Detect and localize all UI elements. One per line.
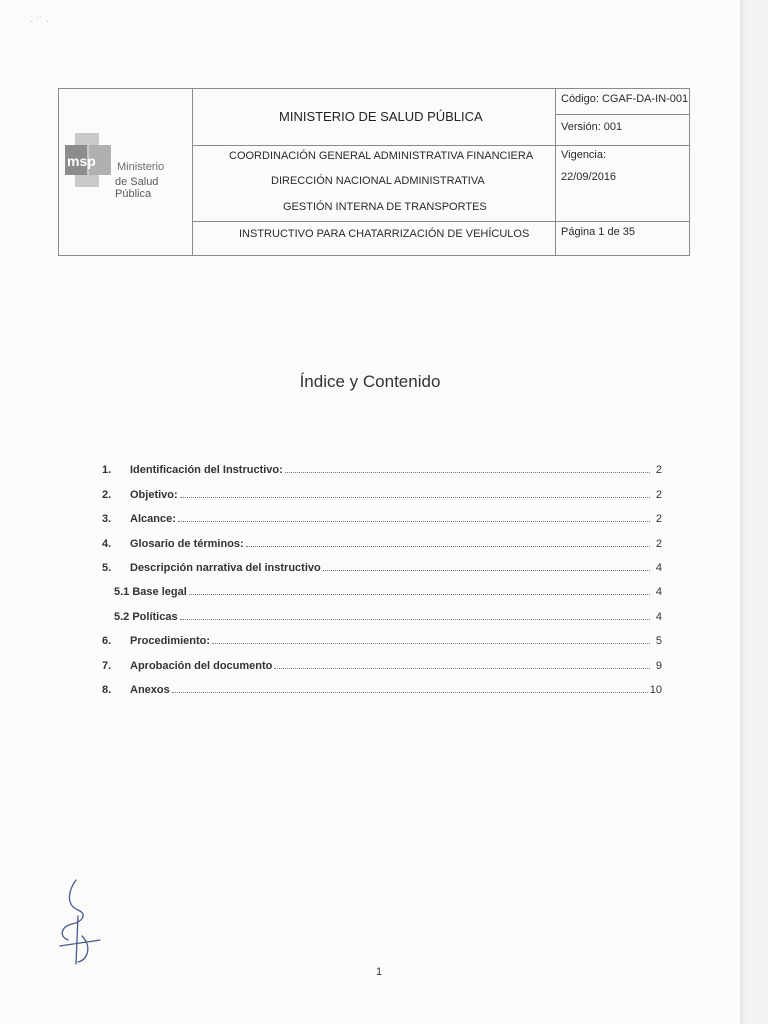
toc-item[interactable] [102, 476, 662, 500]
toc-subitem[interactable] [102, 574, 662, 598]
validity-date: 22/09/2016 [561, 171, 617, 183]
header-table [58, 88, 690, 256]
toc-label: 5.1 Base legal [114, 586, 187, 599]
instructive-title: INSTRUCTIVO PARA CHATARRIZACIÓN DE VEHÍCULOS [239, 228, 530, 240]
toc-page: 9 [655, 659, 662, 672]
toc-number: 8. [102, 683, 112, 696]
toc-label: Anexos [130, 683, 170, 696]
toc-item[interactable] [102, 501, 662, 525]
toc-number: 5. [102, 561, 112, 574]
toc-page: 2 [655, 488, 662, 501]
toc-item[interactable] [102, 550, 662, 574]
toc-leader [180, 497, 650, 498]
toc-page: 5 [655, 635, 662, 648]
toc-page: 4 [655, 561, 662, 574]
toc-label: 5.2 Políticas [114, 610, 178, 623]
toc-page: 10 [649, 683, 662, 696]
validity-label: Vigencia: [561, 149, 607, 161]
toc-leader [285, 472, 650, 473]
toc-item[interactable] [102, 647, 662, 671]
toc-label: Aprobación del documento [130, 659, 273, 672]
handwritten-signature [48, 876, 108, 966]
toc-item[interactable] [102, 525, 662, 549]
toc-label: Procedimiento: [130, 635, 211, 648]
toc-leader [212, 643, 650, 644]
scan-mark: · ˙˙ · [30, 16, 49, 27]
toc-item[interactable] [102, 452, 662, 476]
toc-number: 7. [102, 659, 112, 672]
msp-logo-icon [65, 133, 115, 187]
toc-label: Glosario de términos: [130, 537, 244, 550]
toc-number: 3. [102, 513, 112, 526]
toc-number: 6. [102, 635, 112, 648]
toc-page: 2 [655, 537, 662, 550]
toc-page: 2 [655, 513, 662, 526]
toc-leader [323, 570, 650, 571]
msp-logo [65, 133, 187, 200]
page-count: Página 1 de 35 [561, 226, 636, 238]
toc-number: 1. [102, 464, 112, 477]
toc-label: Objetivo: [130, 488, 178, 501]
toc-leader [189, 594, 650, 595]
toc-label: Alcance: [130, 513, 176, 526]
toc-leader [180, 619, 650, 620]
ministry-title: MINISTERIO DE SALUD PÚBLICA [279, 109, 483, 124]
logo-text-ministerio: Ministerio [117, 161, 165, 173]
page-number: 1 [376, 966, 383, 978]
toc-page: 4 [655, 586, 662, 599]
toc-item[interactable] [102, 623, 662, 647]
table-of-contents [102, 452, 662, 696]
direction-name: DIRECCIÓN NACIONAL ADMINISTRATIVA [271, 175, 485, 187]
toc-label: Identificación del Instructivo: [130, 464, 283, 477]
toc-title: Índice y Contenido [299, 372, 441, 391]
toc-page: 2 [655, 464, 662, 477]
toc-item[interactable] [102, 672, 662, 696]
toc-leader [274, 668, 650, 669]
management-name: GESTIÓN INTERNA DE TRANSPORTES [283, 201, 487, 213]
toc-leader [178, 521, 650, 522]
toc-leader [172, 692, 648, 693]
toc-subitem[interactable] [102, 598, 662, 622]
toc-label: Descripción narrativa del instructivo [130, 561, 321, 574]
toc-leader [246, 546, 650, 547]
document-code: Código: CGAF-DA-IN-001 [561, 93, 689, 105]
toc-number: 2. [102, 488, 112, 501]
toc-number: 4. [102, 537, 112, 550]
coordination-name: COORDINACIÓN GENERAL ADMINISTRATIVA FINANCIERA [229, 150, 534, 162]
document-version: Versión: 001 [561, 121, 623, 133]
logo-letters: msp [67, 153, 96, 169]
toc-page: 4 [655, 610, 662, 623]
logo-text-salud-publica: de Salud Pública [115, 176, 159, 200]
